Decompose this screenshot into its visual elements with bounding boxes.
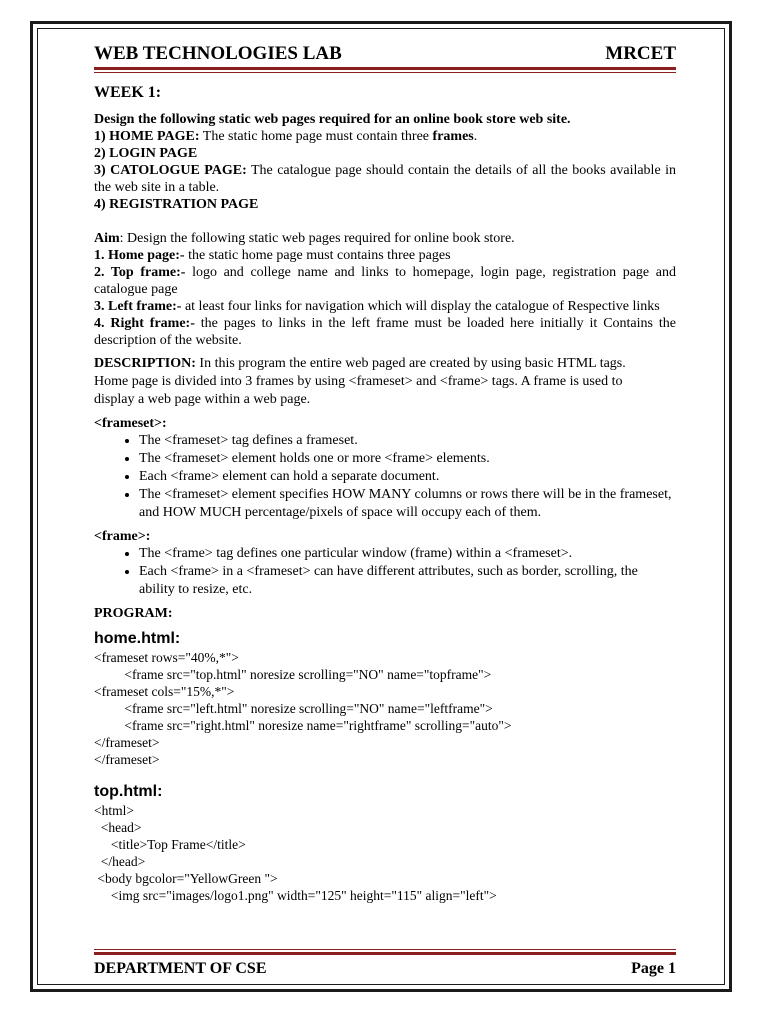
program-label: PROGRAM: — [94, 606, 173, 621]
frame-list — [94, 545, 676, 599]
header-org: MRCET — [605, 43, 676, 64]
frameset-heading: <frameset>: — [94, 416, 167, 431]
list-item: • Each <frame> element can hold a separate document. — [139, 468, 676, 486]
top-code: <html> <head> <title>Top Frame</title> </head> <body bgcolor="YellowGreen "> <img src="images/logo1.png" width="125" height="115" align="left"> — [94, 803, 497, 903]
aim-item: 3. Left frame:- at least four links for navigation which will display the catalogue of Respective links — [94, 299, 660, 314]
list-item: • The <frameset> element specifies HOW MANY columns or rows there will be in the frameset, and HOW MUCH percentage/pixels of space will occupy each of them. — [139, 486, 676, 522]
list-item: • The <frameset> element holds one or more <frame> elements. — [139, 450, 676, 468]
home-filename: home.html: — [94, 630, 181, 647]
footer-page-number: Page 1 — [631, 960, 676, 977]
page-footer — [94, 949, 676, 979]
aim-item: 1. Home page:- the static home page must contains three pages — [94, 248, 451, 263]
footer-dept: DEPARTMENT OF CSE — [94, 960, 267, 977]
aim-item: 4. Right frame:- the pages to links in the left frame must be loaded here initially it Contains the description of the website. — [94, 316, 677, 348]
task-item: 2) LOGIN PAGE — [94, 146, 198, 161]
header-rule-thin — [94, 72, 676, 73]
task-item: 3) CATOLOGUE PAGE: The catalogue page should contain the details of all the books available in the web site in a table. — [94, 163, 676, 195]
list-item: • Each <frame> in a <frameset> can have different attributes, such as border, scrolling, the ability to resize, etc. — [139, 563, 676, 599]
document-page — [94, 40, 676, 904]
frameset-list — [94, 432, 676, 522]
task-item: 4) REGISTRATION PAGE — [94, 197, 259, 212]
aim-text: Aim: Design the following static web pages required for online book store. — [94, 231, 515, 246]
week-heading: WEEK 1: — [94, 84, 162, 101]
frame-heading: <frame>: — [94, 529, 151, 544]
home-code: <frameset rows="40%,*"> <frame src="top.html" noresize scrolling="NO" name="topframe"> <frameset cols="15%,*"> <frame src="left.html" noresize scrolling="NO" name="leftframe"> <frame src="right.html" noresize name="rightframe" scrolling="auto"> </frameset> </frameset> — [94, 650, 512, 767]
list-item: • The <frame> tag defines one particular window (frame) within a <frameset>. — [139, 545, 676, 563]
footer-rule — [94, 952, 676, 955]
description-text: DESCRIPTION: In this program the entire web paged are created by using basic HTML tags. Home page is divided into 3 frames by using <frameset> and <frame> tags. A frame is used to display a web page within a web page. — [94, 356, 626, 407]
task-item: 1) HOME PAGE: The static home page must contain three frames. — [94, 129, 478, 144]
intro-text: Design the following static web pages required for an online book store web site. — [94, 112, 571, 127]
top-filename: top.html: — [94, 783, 163, 800]
header-title: WEB TECHNOLOGIES LAB — [94, 43, 342, 64]
list-item: • The <frameset> tag defines a frameset. — [139, 432, 676, 450]
aim-item: 2. Top frame:- logo and college name and links to homepage, login page, registration page and catalogue page — [94, 265, 676, 297]
page-header — [94, 40, 676, 66]
